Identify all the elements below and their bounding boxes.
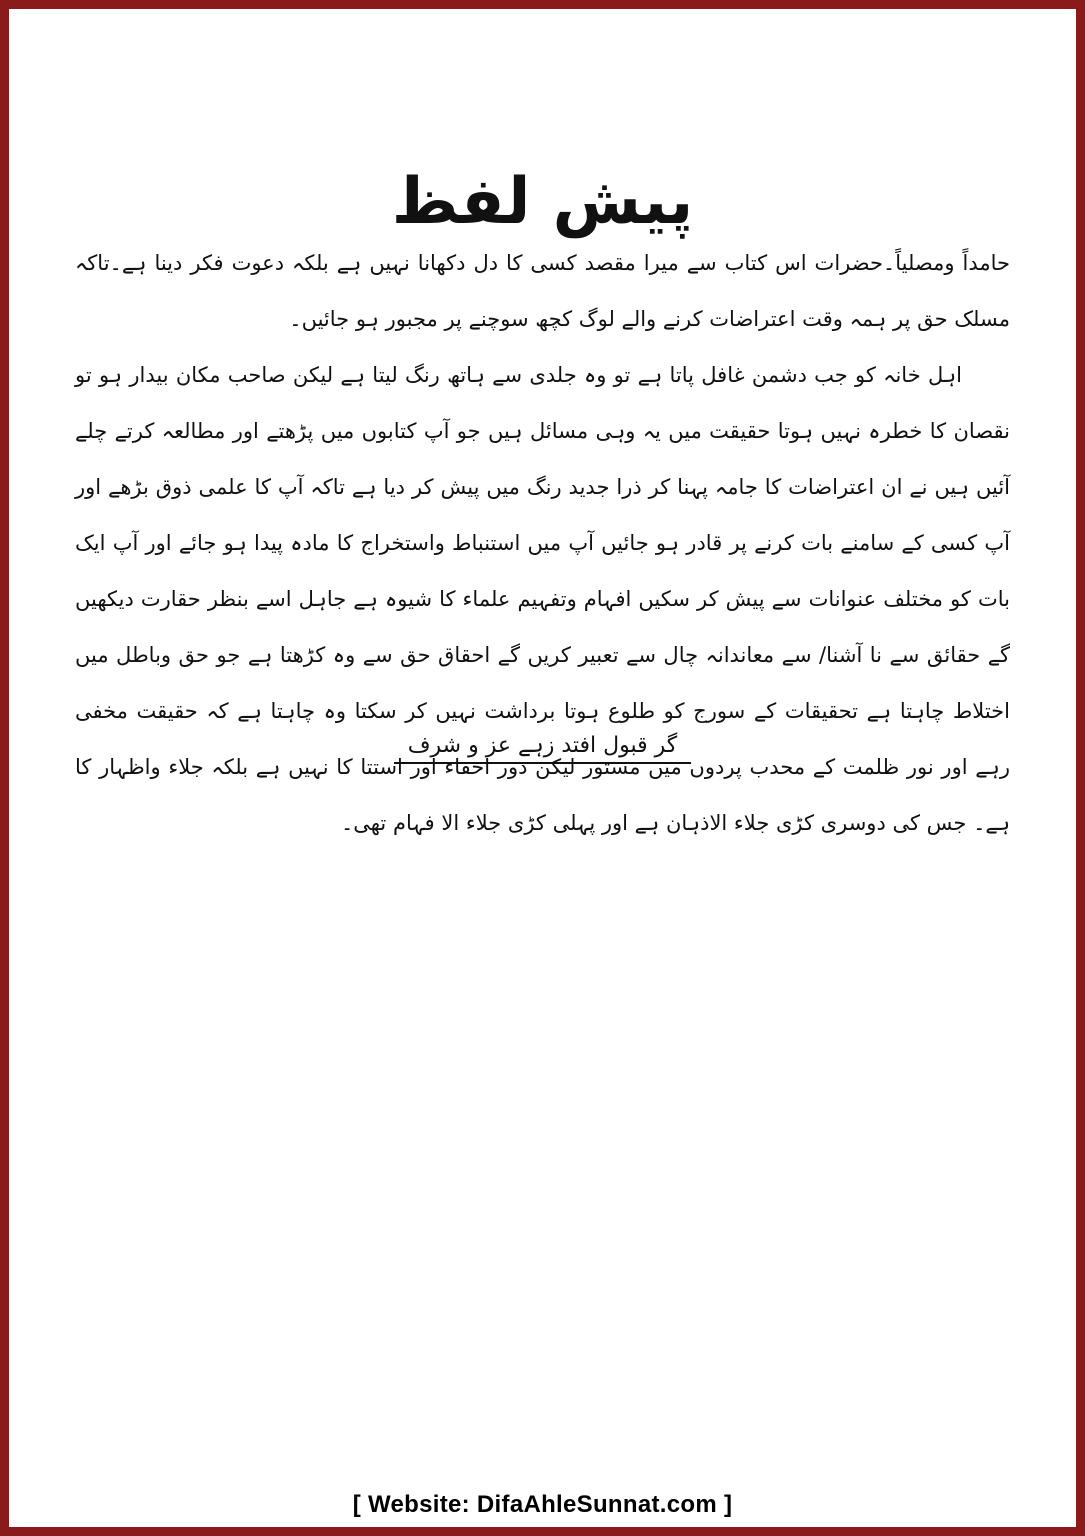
- website-footer: [ Website: DifaAhleSunnat.com ]: [352, 1491, 733, 1518]
- paragraph-1: حامداً ومصلیاً۔حضرات اس کتاب سے میرا مقصد کسی کا دل دکھانا نہیں ہے بلکہ دعوت فکر دینا ہے۔تاکہ مسلک حق پر ہمہ وقت اعتراضات کرنے والے لوگ کچھ سوچنے پر مجبور ہو جائیں۔: [75, 251, 1010, 331]
- closing-signature: [9, 733, 1076, 764]
- paragraph-2: اہل خانہ کو جب دشمن غافل پاتا ہے تو وہ جلدی سے ہاتھ رنگ لیتا ہے لیکن صاحب مکان بیدار ہو تو نقصان کا خطرہ نہیں ہوتا حقیقت میں یہ وہی مسائل ہیں جو آپ کتابوں میں پڑھتے اور مطالعہ کرتے چلے آئیں ہیں نے ان اعتراضات کا جامہ پہنا کر ذرا جدید رنگ میں پیش کر دیا ہے تاکہ آپ کا علمی ذوق بڑھے اور آپ کسی کے سامنے بات کرنے پر قادر ہو جائیں آپ میں استنباط واستخراج کا مادہ پیدا ہو جائے اور آپ ایک بات کو مختلف عنوانات سے پیش کر سکیں افہام وتفہیم علماء کا شیوہ ہے جاہل اسے بنظر حقارت دیکھیں گے حقائق سے نا آشنا/ سے معاندانہ چال سے تعبیر کریں گے احقاق حق سے وہ کڑھتا ہے جو حق وباطل میں اختلاط چاہتا ہے تحقیقات کے سورج کو طلوع ہوتا برداشت نہیں کر سکتا وہ چاہتا ہے کہ حقیقت مخفی رہے اور نور ظلمت کے محدب پردوں میں مستور لیکن دور اخفاء اور استتا کا نہیں ہے بلکہ جلاء واظہار کا ہے۔ جس کی دوسری کڑی جلاء الاذہان ہے اور پہلی کڑی جلاء الا فہام تھی۔: [75, 363, 1010, 835]
- closing-line: گر قبول افتد زہے عز و شرف: [394, 733, 692, 764]
- page-title: پیش لفظ: [391, 164, 694, 239]
